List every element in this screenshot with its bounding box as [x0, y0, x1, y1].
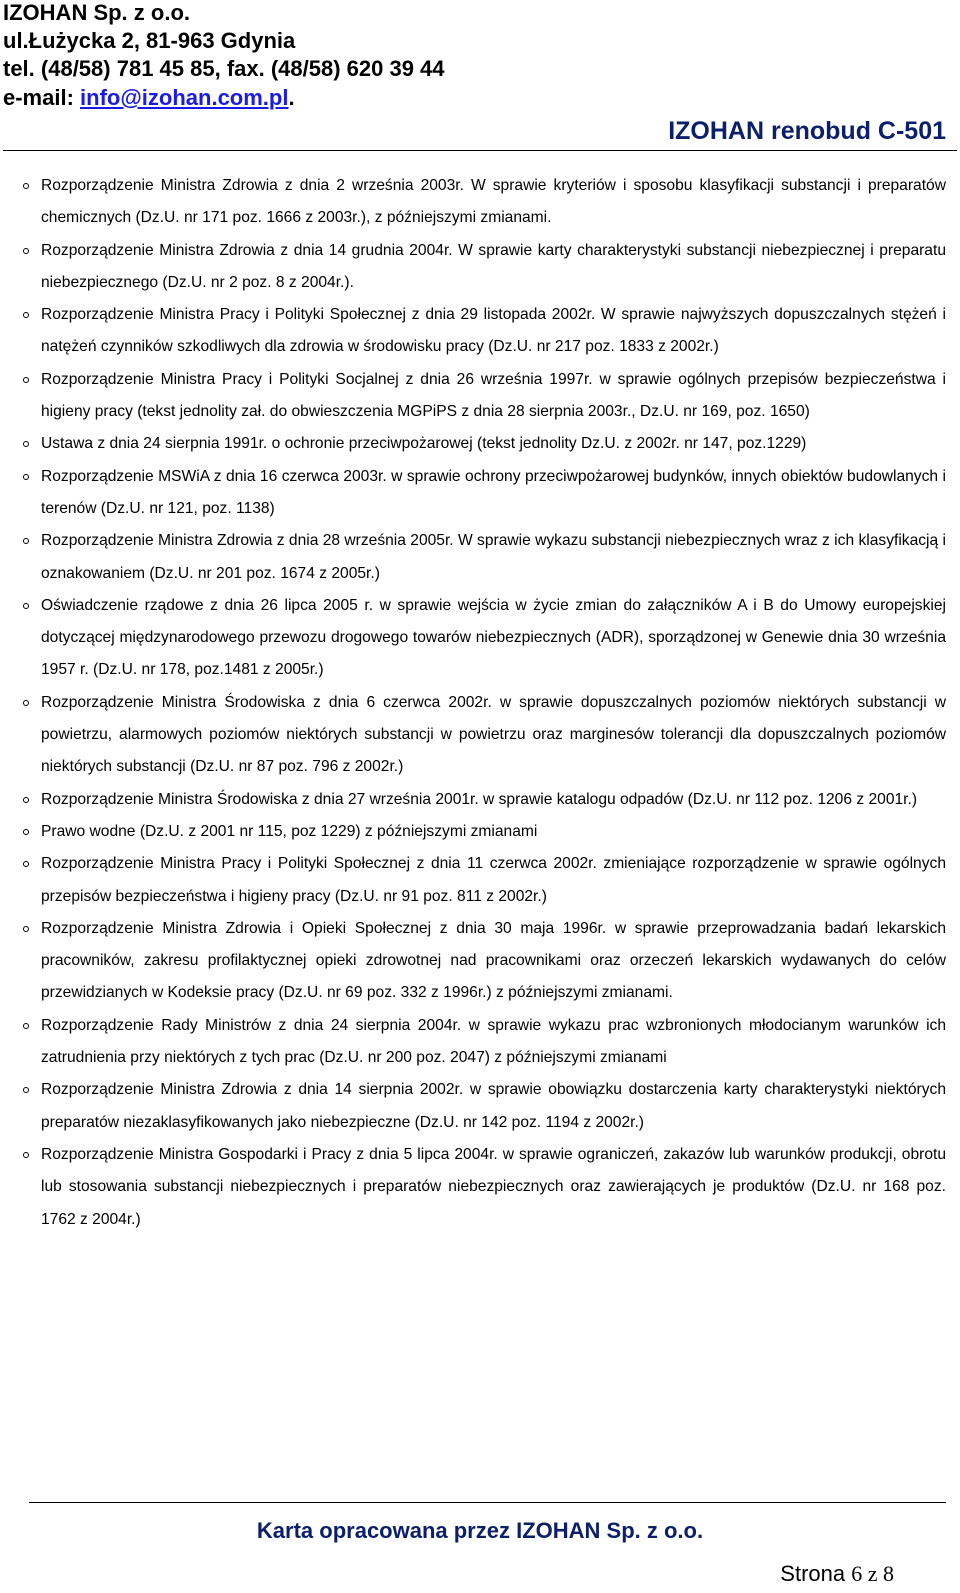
bullet-icon [23, 861, 29, 867]
company-address: ul.Łużycka 2, 81-963 Gdynia [3, 28, 296, 53]
regulation-text: Rozporządzenie Rady Ministrów z dnia 24 sierpnia 2004r. w sprawie wykazu prac wzbronionych młodocianym warunków ich zatrudnienia przy niektórych z tych prac (Dz.U. nr 200 poz. 2047) z późniejszymi zmianami [41, 1016, 946, 1067]
bullet-icon [23, 183, 29, 189]
regulation-item [17, 1074, 946, 1139]
page-of: z [862, 1561, 883, 1586]
bullet-icon [23, 829, 29, 835]
page-total: 8 [883, 1561, 894, 1586]
regulation-text: Rozporządzenie Ministra Pracy i Polityki Społecznej z dnia 11 czerwca 2002r. zmieniające rozporządzenie w sprawie ogólnych przepisów bezpieczeństwa i higieny pracy (Dz.U. nr 91 poz. 811 z 2002r.) [41, 855, 946, 905]
regulation-item [17, 1010, 946, 1075]
company-phone: tel. (48/58) 781 45 85, fax. (48/58) 620 39 44 [3, 56, 445, 81]
footer-credit: Karta opracowana przez IZOHAN Sp. z o.o. [256, 1518, 704, 1543]
footer-divider [29, 1502, 946, 1503]
bullet-icon [23, 1023, 29, 1029]
bullet-icon [23, 377, 29, 383]
regulation-item [17, 816, 946, 848]
regulation-text: Rozporządzenie Ministra Środowiska z dnia 6 czerwca 2002r. w sprawie dopuszczalnych poziomów niektórych substancji w powietrzu, alarmowych poziomów niektórych substancji w powietrzu oraz marginesów tolerancji dla dopuszczalnych poziomów niektórych substancji (Dz.U. nr 87 poz. 796 z 2002r.) [41, 693, 946, 776]
bullet-icon [23, 248, 29, 254]
regulation-text: Rozporządzenie Ministra Zdrowia z dnia 14 grudnia 2004r. W sprawie karty charakterystyki substancji niebezpiecznej i preparatu niebezpiecznego (Dz.U. nr 2 poz. 8 z 2004r.). [41, 241, 946, 291]
bullet-icon [23, 312, 29, 318]
regulation-text: Rozporządzenie Ministra Środowiska z dnia 27 września 2001r. w sprawie katalogu odpadów (Dz.U. nr 112 poz. 1206 z 2001r.) [41, 790, 918, 808]
regulation-item [17, 784, 946, 816]
bullet-icon [23, 538, 29, 544]
company-name: IZOHAN Sp. z o.o. [3, 0, 190, 25]
regulation-item [17, 364, 946, 429]
email-link[interactable]: info@izohan.com.pl [80, 85, 289, 110]
regulation-text: Rozporządzenie Ministra Zdrowia z dnia 14 sierpnia 2002r. w sprawie obowiązku dostarczenia karty charakterystyki niektórych preparatów niezaklasyfikowanych jako niebezpieczne (Dz.U. nr 142 poz. 1194 z 2002r.) [41, 1081, 946, 1131]
regulation-item [17, 428, 946, 460]
header-divider [3, 150, 957, 151]
regulation-text: Rozporządzenie Ministra Pracy i Polityki Społecznej z dnia 29 listopada 2002r. W sprawie najwyższych dopuszczalnych stężeń i natężeń czynników szkodliwych dla zdrowia w środowisku pracy (Dz.U. nr 217 poz. 1833 z 2002r.) [41, 306, 946, 356]
regulation-item [17, 913, 946, 1010]
regulation-text: Rozporządzenie Ministra Gospodarki i Pracy z dnia 5 lipca 2004r. w sprawie ograniczeń, zakazów lub warunków produkcji, obrotu lub stosowania substancji niebezpiecznych i preparatów niebezpiecznych oraz zawierających je produktów (Dz.U. nr 168 poz. 1762 z 2004r.) [41, 1145, 946, 1228]
bullet-icon [23, 603, 29, 609]
regulation-item [17, 1139, 946, 1236]
regulation-item [17, 687, 946, 784]
bullet-icon [23, 1152, 29, 1158]
regulation-item [17, 848, 946, 913]
bullet-icon [23, 441, 29, 447]
bullet-icon [23, 797, 29, 803]
regulation-text: Prawo wodne (Dz.U. z 2001 nr 115, poz 1229) z późniejszymi zmianami [41, 822, 538, 840]
page-number [780, 1559, 894, 1589]
company-email-line [3, 85, 295, 111]
regulations-list [17, 170, 946, 1236]
bullet-icon [23, 474, 29, 480]
bullet-icon [23, 1087, 29, 1093]
regulation-item [17, 590, 946, 687]
product-name: IZOHAN renobud C-501 [668, 117, 946, 145]
regulation-item [17, 299, 946, 364]
bullet-icon [23, 700, 29, 706]
regulation-text: Ustawa z dnia 24 sierpnia 1991r. o ochronie przeciwpożarowej (tekst jednolity Dz.U. z 2002r. nr 147, poz.1229) [41, 435, 807, 453]
regulation-item [17, 235, 946, 300]
regulation-item [17, 525, 946, 590]
regulation-text: Rozporządzenie Ministra Zdrowia i Opieki Społecznej z dnia 30 maja 1996r. w sprawie przeprowadzania badań lekarskich pracowników, zakresu profilaktycznej opieki zdrowotnej nad pracownikami oraz orzeczeń lekarskich wydawanych do celów przewidzianych w Kodeksie pracy (Dz.U. nr 69 poz. 332 z 1996r.) z późniejszymi zmianami. [41, 919, 946, 1002]
regulation-text: Rozporządzenie Ministra Zdrowia z dnia 28 września 2005r. W sprawie wykazu substancji niebezpiecznych wraz z ich klasyfikacją i oznakowaniem (Dz.U. nr 201 poz. 1674 z 2005r.) [41, 532, 946, 582]
regulation-text: Rozporządzenie MSWiA z dnia 16 czerwca 2003r. w sprawie ochrony przeciwpożarowej budynków, innych obiektów budowlanych i terenów (Dz.U. nr 121, poz. 1138) [41, 467, 946, 517]
document-header [0, 0, 960, 152]
email-label: e-mail: [3, 85, 81, 110]
page-current: 6 [851, 1561, 863, 1586]
bullet-icon [23, 926, 29, 932]
page-label: Strona [780, 1561, 852, 1586]
email-suffix: . [288, 85, 295, 110]
regulation-text: Rozporządzenie Ministra Zdrowia z dnia 2 września 2003r. W sprawie kryteriów i sposobu klasyfikacji substancji i preparatów chemicznych (Dz.U. nr 171 poz. 1666 z 2003r.), z późniejszymi zmianami. [41, 177, 946, 227]
regulation-item [17, 461, 946, 526]
regulation-text: Rozporządzenie Ministra Pracy i Polityki Socjalnej z dnia 26 września 1997r. w sprawie ogólnych przepisów bezpieczeństwa i higieny pracy (tekst jednolity zał. do obwieszczenia MGPiPS z dnia 28 sierpnia 2003r., Dz.U. nr 169, poz. 1650) [41, 370, 946, 421]
regulation-text: Oświadczenie rządowe z dnia 26 lipca 2005 r. w sprawie wejścia w życie zmian do załączników A i B do Umowy europejskiej dotyczącej międzynarodowego przewozu drogowego towarów niebezpiecznych (ADR), sporządzonej w Genewie dnia 30 września 1957 r. (Dz.U. nr 178, poz.1481 z 2005r.) [41, 596, 946, 679]
regulation-item [17, 170, 946, 235]
